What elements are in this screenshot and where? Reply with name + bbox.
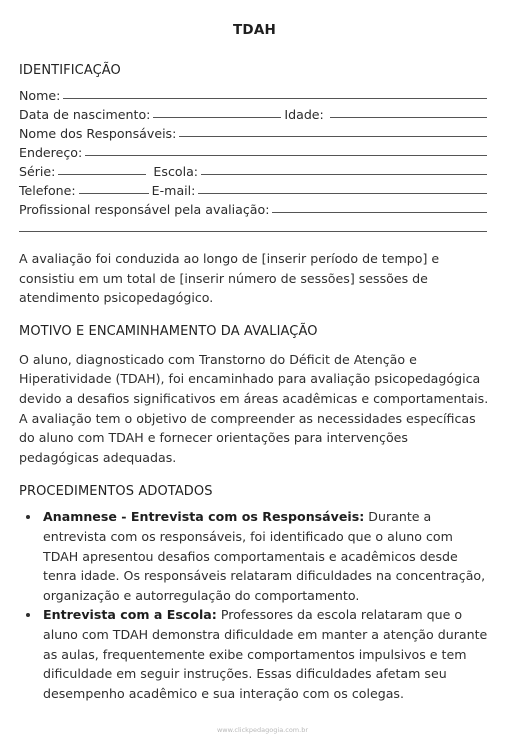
blank-line-idade[interactable] [330, 117, 487, 118]
blank-line-nome[interactable] [63, 98, 487, 99]
item-text: Durante a entrevista com os responsáveis, foi identificado que o aluno com TDAH apresentou desafios comportamentais e acadêmicos desde tenra idade. Os responsáveis relataram dificuldades na concentração, organização e autorregulação do comportamento. [43, 509, 486, 603]
form-row-nome [19, 84, 490, 103]
label-escola: Escola: [153, 164, 199, 179]
section-heading-identificacao: IDENTIFICAÇÃO [19, 63, 121, 78]
item-title: Anamnese - Entrevista com os Responsáveis: [43, 509, 365, 525]
label-telefone: Telefone: [19, 183, 76, 198]
label-responsaveis: Nome dos Responsáveis: [19, 126, 177, 141]
blank-line-endereco[interactable] [85, 155, 487, 156]
motivo-paragraph: O aluno, diagnosticado com Transtorno do Déficit de Atenção e Hiperatividade (TDAH), foi encaminhado para avaliação psicopedagógica devido a desafios significativos em áreas acadêmicas e comportamentais. A avaliação tem o objetivo de compreender as necessidades específicas do aluno com TDAH e fornecer orientações para intervenções pedagógicas adequadas. [19, 351, 489, 465]
blank-line-responsaveis[interactable] [179, 136, 487, 137]
label-email: E-mail: [151, 183, 196, 198]
form-row-telefone-email [19, 179, 490, 198]
item-title: Entrevista com a Escola: [43, 607, 217, 623]
blank-line-data-nascimento[interactable] [153, 117, 281, 118]
label-idade: Idade: [284, 107, 324, 122]
label-endereco: Endereço: [19, 145, 83, 160]
list-item [41, 507, 490, 605]
procedures-list [19, 507, 490, 703]
identification-form [19, 84, 490, 236]
blank-line-serie[interactable] [58, 174, 146, 175]
intro-paragraph: A avaliação foi conduzida ao longo de [inserir período de tempo] e consistiu em um total de [inserir número de sessões] sessões de atendimento psicopedagógico. [19, 251, 440, 306]
label-nome: Nome: [19, 88, 61, 103]
document-title: TDAH [233, 22, 276, 38]
blank-line-extra[interactable] [19, 231, 487, 232]
blank-line-telefone[interactable] [79, 193, 149, 194]
blank-line-escola[interactable] [201, 174, 487, 175]
form-row-nascimento [19, 103, 490, 122]
label-serie: Série: [19, 164, 56, 179]
blank-line-email[interactable] [198, 193, 487, 194]
section-heading-procedimentos: PROCEDIMENTOS ADOTADOS [19, 484, 213, 500]
form-row-responsaveis [19, 122, 490, 141]
blank-line-profissional[interactable] [272, 212, 487, 213]
list-item [41, 605, 490, 703]
item-text: Professores da escola relataram que o aluno com TDAH demonstra dificuldade em manter a atenção durante as aulas, frequentemente exibe comportamentos impulsivos e tem dificuldade em seguir instruções. Essas dificuldades afetam seu desempenho acadêmico e sua interação com os colegas. [43, 607, 488, 701]
form-row-serie-escola [19, 160, 490, 179]
label-data-nascimento: Data de nascimento: [19, 107, 151, 122]
form-row-extra [19, 217, 490, 236]
form-row-profissional [19, 198, 490, 217]
section-heading-motivo: MOTIVO E ENCAMINHAMENTO DA AVALIAÇÃO [19, 323, 318, 339]
form-row-endereco [19, 141, 490, 160]
footer-watermark: www.clickpedagogia.com.br [216, 726, 308, 734]
label-profissional: Profissional responsável pela avaliação: [19, 202, 270, 217]
